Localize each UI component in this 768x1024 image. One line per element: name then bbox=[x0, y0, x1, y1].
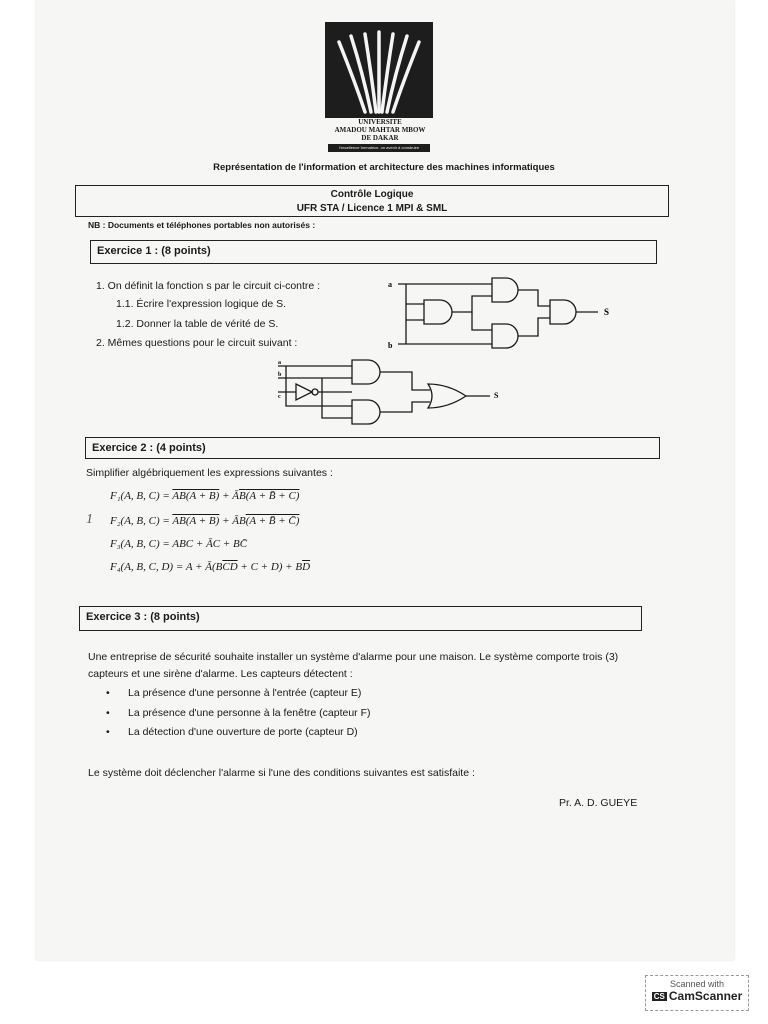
university-logo bbox=[325, 22, 433, 118]
ex1-question-1-2: 1.2. Donner la table de vérité de S. bbox=[116, 318, 279, 330]
camscanner-watermark bbox=[645, 975, 749, 1011]
circuit1-output-s: S bbox=[604, 307, 610, 317]
author-signature: Pr. A. D. GUEYE bbox=[559, 797, 638, 809]
logo-emblem-icon bbox=[325, 22, 433, 118]
circuit1-input-b: b bbox=[388, 341, 393, 350]
ex1-question-1-1: 1.1. Écrire l'expression logique de S. bbox=[116, 298, 287, 310]
formula-f1 bbox=[110, 490, 299, 502]
watermark-brand-text: CamScanner bbox=[668, 989, 743, 1003]
circuit1-input-a: a bbox=[388, 280, 392, 289]
formula-f2 bbox=[110, 515, 299, 527]
formula-f4 bbox=[110, 561, 310, 573]
f1-term-4: (A + B̄ + C) bbox=[245, 490, 300, 502]
ex1-question-2: 2. Mêmes questions pour le circuit suivant : bbox=[96, 337, 298, 349]
circuit2-input-a: a bbox=[278, 360, 281, 366]
university-name bbox=[300, 118, 460, 142]
camscanner-logo-icon: CS bbox=[653, 992, 665, 1001]
ex3-conditions-paragraph: Le système doit déclencher l'alarme si l'une des conditions suivantes est satisfaite : bbox=[88, 767, 475, 779]
watermark-top-text: Scanned with bbox=[669, 979, 725, 989]
exam-title: Contrôle Logique bbox=[330, 189, 414, 200]
ex3-bullet-text-3: La détection d'une ouverture de porte (capteur D) bbox=[128, 726, 358, 738]
f1-term-3: $\overline{B}$ bbox=[238, 490, 246, 502]
ex3-intro-paragraph: Une entreprise de sécurité souhaite installer un système d'alarme pour une maison. Le système comporte trois (3) capteurs et une sirène d'alarme. Les capteurs détectent : bbox=[88, 651, 619, 680]
circuit2-input-b: b bbox=[278, 372, 282, 378]
exercise-2-heading: Exercice 2 : (4 points) bbox=[85, 437, 660, 459]
f4-term-2: + C + D) + B bbox=[237, 561, 303, 573]
f1-term-2: + Ā bbox=[219, 490, 239, 502]
university-line-1: UNIVERSITE bbox=[358, 118, 402, 126]
handwritten-margin-mark: 1 bbox=[86, 512, 93, 527]
formula-f3: F₃(A, B, C) = ABC + ĀC + BC̄ bbox=[110, 538, 248, 550]
f1-lhs: F₁(A, B, C) = bbox=[110, 490, 173, 502]
f2-term-1: AB(A + B) bbox=[172, 515, 220, 527]
ex3-bullet-text-1: La présence d'une personne à l'entrée (capteur E) bbox=[128, 687, 362, 699]
f4-lhs: F₄(A, B, C, D) = A + Ā(B bbox=[110, 561, 223, 573]
exercise-3-heading: Exercice 3 : (8 points) bbox=[79, 606, 642, 631]
f2-term-3: (A + B̄ + C̄) bbox=[245, 515, 300, 527]
ex2-intro: Simplifier algébriquement les expressions suivantes : bbox=[86, 467, 333, 479]
course-title: Représentation de l'information et architecture des machines informatiques bbox=[213, 162, 555, 173]
watermark-brand bbox=[646, 989, 748, 1003]
exam-title-box bbox=[75, 185, 669, 217]
f4-term-3: $\overline{D}$ bbox=[302, 561, 311, 573]
exam-subtitle: UFR STA / Licence 1 MPI & SML bbox=[296, 203, 448, 214]
f2-term-2: + ĀB bbox=[219, 515, 246, 527]
circuit2-output-s: S bbox=[494, 391, 499, 400]
ex1-question-1: 1. On définit la fonction s par le circuit ci-contre : bbox=[96, 280, 321, 292]
university-line-3: DE DAKAR bbox=[361, 134, 399, 142]
circuit2-input-c: c bbox=[278, 394, 281, 400]
f1-term-1: AB(A + B) bbox=[172, 490, 220, 502]
exam-notice: NB : Documents et téléphones portables non autorisés : bbox=[88, 220, 316, 230]
f2-lhs: F₂(A, B, C) = bbox=[110, 515, 173, 527]
university-motto: l'excellence formatrice, un avenir à construire bbox=[328, 144, 430, 152]
logic-circuit-1 bbox=[380, 272, 630, 358]
f4-term-1: $\overline{CD}$ bbox=[222, 561, 238, 573]
logic-circuit-2 bbox=[272, 356, 512, 430]
university-line-2: AMADOU MAHTAR MBOW bbox=[334, 126, 426, 134]
ex3-bullet-text-2: La présence d'une personne à la fenêtre (capteur F) bbox=[128, 707, 371, 719]
exercise-1-heading: Exercice 1 : (8 points) bbox=[90, 240, 657, 264]
